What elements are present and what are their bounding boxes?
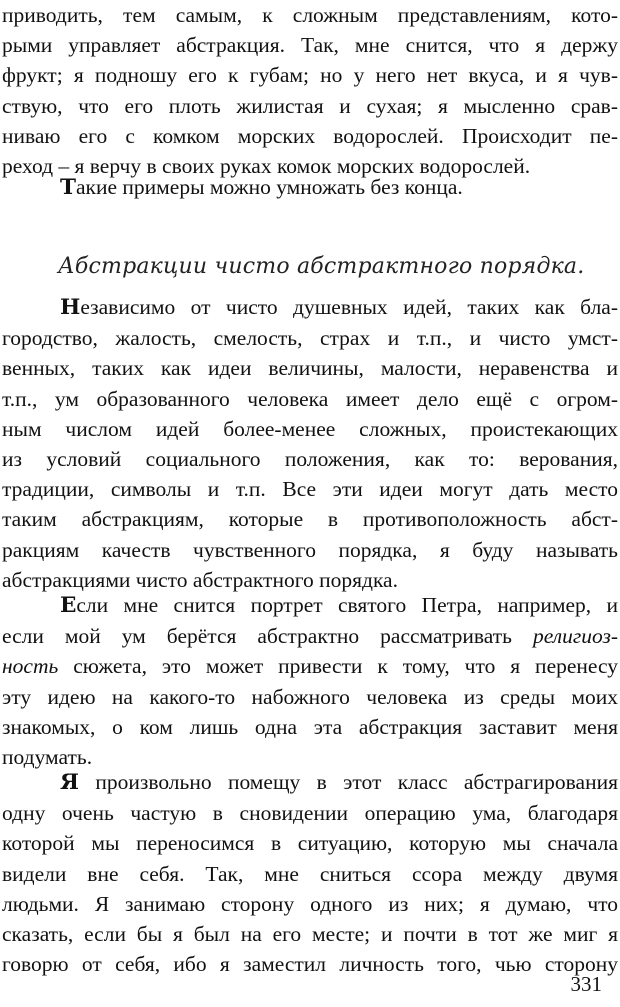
text-run: сюжета, это может привести к тому, что я перенесу	[58, 654, 618, 679]
text-line: городство, жалость, смелость, страх и т.п., и чисто умст-	[2, 326, 618, 351]
text-line	[2, 172, 618, 203]
section-heading: Абстракции чисто абстрактного порядка.	[58, 254, 585, 279]
text-line: эту идею на какого-то набожного человека из среды моих	[2, 684, 618, 709]
text-line	[2, 651, 618, 681]
paragraph-1	[2, 292, 618, 595]
text-line: одну очень частую в сновидении операцию ума, благодаря	[2, 801, 618, 826]
paragraph-2	[2, 590, 618, 772]
paragraph-3	[2, 767, 618, 979]
text-line: ным числом идей более-менее сложных, проистекающих	[2, 416, 618, 441]
drop-cap: Т	[60, 175, 76, 200]
text-line	[2, 767, 618, 798]
text-line: сказать, если бы я был на его месте; и почти в тот же миг я	[2, 922, 618, 947]
emphasis-text: религиоз-	[532, 624, 618, 649]
text-line: абстракциями чисто абстрактного порядка.	[2, 567, 398, 592]
text-line: ствую, что его плоть жилистая и сухая; я мысленно срав-	[2, 93, 618, 118]
text-line: подумать.	[2, 745, 93, 770]
paragraph-top	[2, 0, 618, 181]
drop-cap: Е	[60, 593, 77, 618]
text-line: которой мы переносимся в ситуацию, которую мы сначала	[2, 831, 618, 856]
text-line: из условий социального положения, как то: верования,	[2, 447, 618, 472]
text-line: людьми. Я занимаю сторону одного из них; я думаю, что	[2, 891, 618, 916]
page-number: 331	[570, 972, 602, 996]
text-line: рыми управляет абстракция. Так, мне снится, что я держу	[2, 33, 618, 58]
text-line: фрукт; я подношу его к губам; но у него нет вкуса, и я чув-	[2, 63, 618, 88]
text-line: знакомых, о ком лишь одна эта абстракция заставит меня	[2, 714, 618, 739]
text-line	[2, 590, 618, 621]
paragraph-examples	[2, 172, 618, 203]
emphasis-text: ность	[2, 654, 59, 679]
text-run: езависимо от чисто душевных идей, таких как бла-	[80, 295, 618, 319]
drop-cap: Н	[60, 295, 81, 320]
text-line: ниваю его с комком морских водорослей. Происходит пе-	[2, 123, 618, 148]
text-line: ракциям качеств чувственного порядка, я буду называть	[2, 537, 618, 562]
text-run: сли мне снится портрет святого Петра, например, и	[76, 593, 618, 617]
text-line: реход – я верчу в своих руках комок морских водорослей.	[2, 154, 531, 179]
text-line: т.п., ум образованного человека имеет дело ещё с огром-	[2, 386, 618, 411]
drop-cap: Я	[60, 770, 79, 795]
text-run: произвольно помещу в этот класс абстрагирования	[78, 770, 618, 794]
text-line: таким абстракциям, которые в противоположность абст-	[2, 507, 618, 532]
text-line: видели вне себя. Так, мне сниться ссора между двумя	[2, 861, 618, 886]
text-line: венных, таких как идеи величины, малости, неравенства и	[2, 356, 618, 381]
text-line: приводить, тем самым, к сложным представлениям, кото-	[2, 3, 618, 27]
text-line: говорю от себя, ибо я заместил личность того, чью сторону	[2, 952, 618, 977]
text-line	[2, 621, 618, 651]
text-run: если мой ум берётся абстрактно рассматривать	[2, 624, 533, 649]
text-run: акие примеры можно умножать без конца.	[76, 175, 463, 199]
text-line: традиции, символы и т.п. Все эти идеи могут дать место	[2, 477, 618, 502]
text-line	[2, 292, 618, 323]
